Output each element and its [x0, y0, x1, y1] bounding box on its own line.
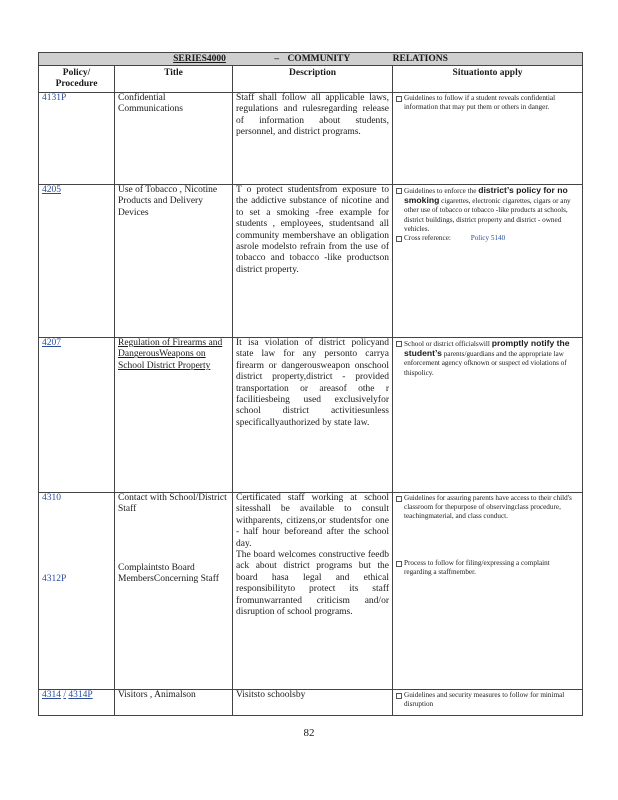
situation-text: Guidelines to enforce the	[404, 187, 477, 195]
series-label: SERIES4000	[173, 54, 226, 64]
col-policy-header: Policy/ Procedure	[39, 66, 115, 93]
policy-link[interactable]: 4205	[42, 185, 61, 195]
title-cell: Use of Tobacco , Nicotine Products and Delivery Devices	[115, 185, 233, 338]
situation-cell	[393, 185, 583, 338]
situation-text: cigarettes, electronic cigarettes, cigars or any other use of tobacco or tobacco -like products at schools, district buildings, district property and district - owned vehicles.	[404, 197, 571, 233]
description-text: Certificated staff working at school sitesshall be available to consult withparents, citizens,or studentsfor one - half hour beforeand after the school day.	[236, 493, 389, 549]
description-cell	[233, 185, 393, 338]
col-title-header: Title	[115, 66, 233, 93]
table-row	[39, 690, 583, 716]
description-cell	[233, 93, 393, 185]
table-row	[39, 493, 583, 690]
situation-text: parents/guardians and the appropriate law enforcement agency ofknown or suspect ed violations of thispolicy.	[404, 350, 567, 377]
col-situation-header: Situationto apply	[393, 66, 583, 93]
situation-cell	[393, 690, 583, 716]
policy-separator: /	[63, 690, 67, 700]
policy-cell	[39, 338, 115, 493]
situation-item	[396, 186, 579, 234]
situation-item: Guidelines to follow if a student reveals confidential information that may put them or others in danger.	[396, 94, 579, 112]
policy-link[interactable]: 4314	[42, 690, 61, 700]
cross-reference-label: Cross reference:	[404, 234, 451, 243]
table-row	[39, 93, 583, 185]
series-header	[39, 53, 583, 66]
policy-number: 4310	[42, 493, 61, 503]
situation-cell	[393, 338, 583, 493]
series-relations: RELATIONS	[392, 54, 448, 64]
title-text: Complaintsto Board MembersConcerning Staff	[118, 562, 219, 585]
situation-text: School or district officialswill	[404, 340, 490, 348]
situation-item: Guidelines and security measures to follow for minimal disruption	[396, 691, 579, 709]
policy-cell	[39, 93, 115, 185]
situation-item	[396, 339, 579, 378]
title-cell	[115, 493, 233, 690]
policy-cell	[39, 493, 115, 690]
description-cell	[233, 338, 393, 493]
page-number: 82	[303, 727, 315, 739]
situation-cell	[393, 93, 583, 185]
description-cell	[233, 493, 393, 690]
cross-reference-item	[396, 234, 579, 243]
title-cell: Confidential Communications	[115, 93, 233, 185]
policy-link[interactable]: 4314P	[68, 690, 93, 700]
policy-link[interactable]: 4207	[42, 338, 61, 348]
description-text: The board welcomes constructive feedb ack about district programs but the board hasa legal and ethical responsibilityto protect its staff fromunwarranted criticism and/or disruption of school programs.	[236, 550, 389, 618]
series-dash: –	[274, 54, 280, 64]
situation-cell	[393, 493, 583, 690]
situation-item: Process to follow for filing/expressing a complaint regarding a staffmember.	[396, 559, 579, 577]
table-row	[39, 338, 583, 493]
situation-emphasis: promptly notify the student’s	[404, 338, 570, 359]
column-header-row	[39, 66, 583, 93]
description-text: T o protect studentsfrom exposure to the addictive substance of nicotine and to set a smoking -free example for students , employees, studentsand all community membershave an obligation asrole modelsto refrain from the use of tobacco and tobacco -like productson district property.	[236, 185, 389, 275]
title-cell: Visitors , Animalson	[115, 690, 233, 716]
cross-reference-link[interactable]: Policy 5140	[470, 234, 506, 243]
table-row	[39, 185, 583, 338]
policy-page	[38, 52, 582, 716]
description-cell: Visitsto schoolsby	[233, 690, 393, 716]
series-community: COMMUNITY	[287, 54, 351, 64]
description-text: Staff shall follow all applicable laws, regulations and rulesregarding release of information about students, personnel, and district programs.	[236, 93, 389, 138]
series-header-row	[39, 53, 583, 66]
col-description-header: Description	[233, 66, 393, 93]
title-text: Contact with School/District Staff	[118, 493, 227, 515]
policy-cell	[39, 185, 115, 338]
situation-item: Guidelines for assuring parents have access to their child's classroom for thepurpose of observingclass procedure, teachingmaterial, and class conduct.	[396, 494, 579, 522]
title-cell: Regulation of Firearms and DangerousWeapons on School District Property	[115, 338, 233, 493]
policy-number: 4312P	[42, 574, 67, 585]
policy-number: 4131P	[42, 93, 67, 103]
description-text: It isa violation of district policyand state law for any personto carrya firearm or dangerousweapon onschool district property,district - provided transportation or areasof othe r facilitiesbeing used exclusivelyfor school district activitiesunless specificallyauthorized by state law.	[236, 338, 389, 428]
policy-table	[38, 52, 583, 716]
situation-emphasis: district’s policy for no smoking	[404, 185, 568, 206]
policy-cell	[39, 690, 115, 716]
